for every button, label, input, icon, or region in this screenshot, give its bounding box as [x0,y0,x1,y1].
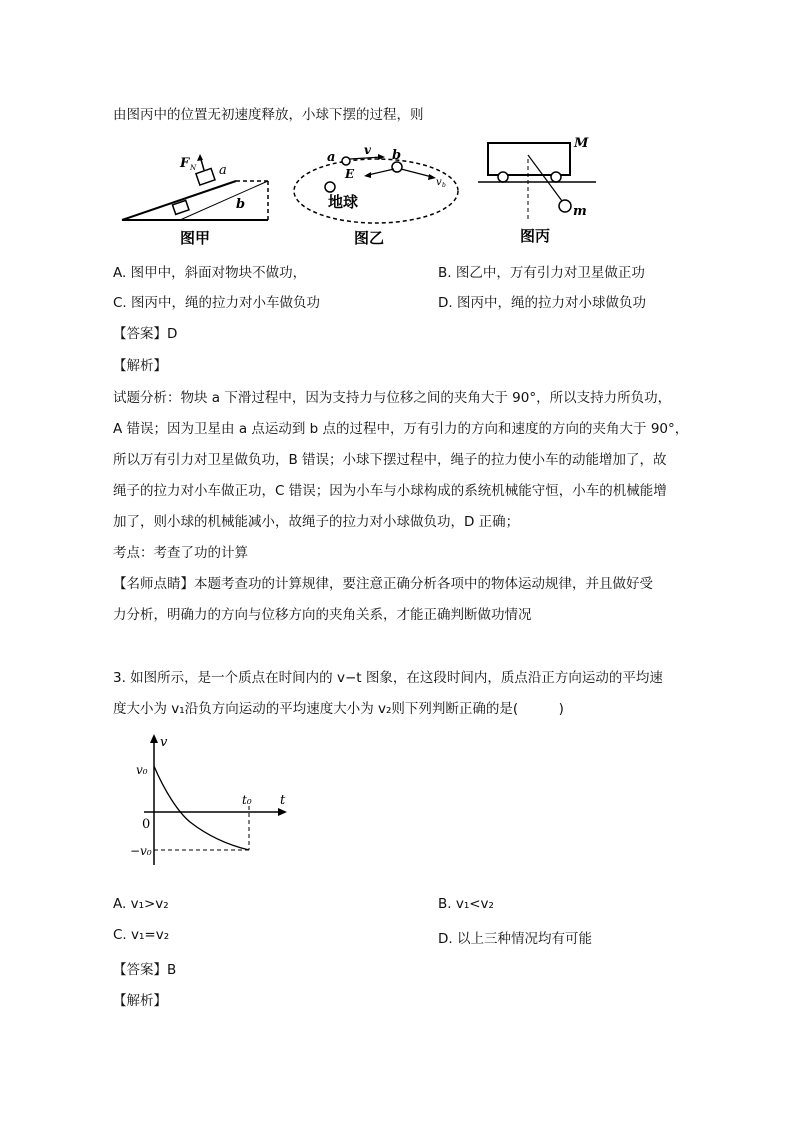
figure-yi [290,145,460,247]
q3-option-b: B. v₁<v₂ [438,896,494,912]
yi-label-v: v [364,145,371,157]
q3-stem-line1: 3. 如图所示，是一个质点在时间内的 v−t 图象，在这段时间内，质点沿正方向运动的平均速 [113,670,663,686]
teacher-label: 【名师点睛】 [113,576,194,592]
figure-bing [476,135,626,247]
bing-label-M: M [574,136,589,151]
q2-option-a: A. 图甲中，斜面对物块不做功， [113,265,307,281]
q3-option-c: C. v₁=v₂ [113,927,170,943]
vt-graph [130,730,300,870]
q3-stem-line2: 度大小为 v₁沿负方向运动的平均速度大小为 v₂则下列判断正确的是( ) [113,701,564,717]
jia-label-a: a [219,163,227,178]
q2-analysis-line: 试题分析：物块 a 下滑过程中，因为支持力与位移之间的夹角大于 90°，所以支持力所负功， [113,390,672,406]
q2-teacher-line: 力分析，明确力的方向与位移方向的夹角关系，才能正确判断做功情况 [113,607,532,623]
bing-label-m: m [573,204,587,219]
q3-analysis-label: 【解析】 [113,993,167,1009]
vt-neg-v0: −v₀ [130,844,152,858]
vt-axis-t: t [280,793,286,808]
svg-text:b: b [442,182,446,189]
q3-option-a: A. v₁>v₂ [113,896,169,912]
bing-caption: 图丙 [520,227,551,245]
vt-origin: 0 [142,817,151,832]
yi-earth: 地球 [328,193,359,211]
q2-intro: 由图丙中的位置无初速度释放，小球下摆的过程，则 [113,107,424,123]
q3-answer: 【答案】B [113,962,177,978]
svg-text:N: N [190,164,197,172]
vt-v0: v₀ [136,763,148,777]
yi-label-b: b [392,148,402,163]
q2-analysis-line: 所以万有引力对卫星做负功，B 错误；小球下摆过程中，绳子的拉力使小车的动能增加了，故 [113,452,667,468]
q2-analysis-line: 加了，则小球的机械能减小，故绳子的拉力对小球做负功，D 正确； [113,514,520,530]
q2-answer: 【答案】D [113,326,178,342]
q2-analysis-line: 绳子的拉力对小车做正功，C 错误；因为小车与小球构成的系统机械能守恒，小车的机械能增 [113,483,667,499]
q2-option-b: B. 图乙中，万有引力对卫星做正功 [438,265,645,281]
q2-kaodian: 考点：考查了功的计算 [113,545,248,561]
q3-option-d: D. 以上三种情况均有可能 [438,931,592,947]
vt-axis-v: v [160,735,168,750]
yi-caption: 图乙 [354,229,385,247]
yi-label-E: E [345,167,355,181]
figure-jia [118,148,278,248]
yi-label-vb: v [436,177,442,188]
jia-force-label: F [180,156,190,171]
jia-caption: 图甲 [180,229,211,247]
q2-analysis-line: A 错误；因为卫星由 a 点运动到 b 点的过程中，万有引力的方向和速度的方向的夹角大于 90°， [113,421,689,437]
q2-teacher-note: 【名师点睛】本题考查功的计算规律，要注意正确分析各项中的物体运动规律，并且做好受 [113,576,653,592]
q2-option-d: D. 图丙中，绳的拉力对小球做负功 [438,295,646,311]
vt-t0: t₀ [242,793,252,807]
q2-option-c: C. 图丙中，绳的拉力对小车做负功 [113,295,321,311]
q2-analysis-label: 【解析】 [113,358,167,374]
jia-label-b: b [236,197,246,212]
yi-label-a: a [327,150,336,165]
